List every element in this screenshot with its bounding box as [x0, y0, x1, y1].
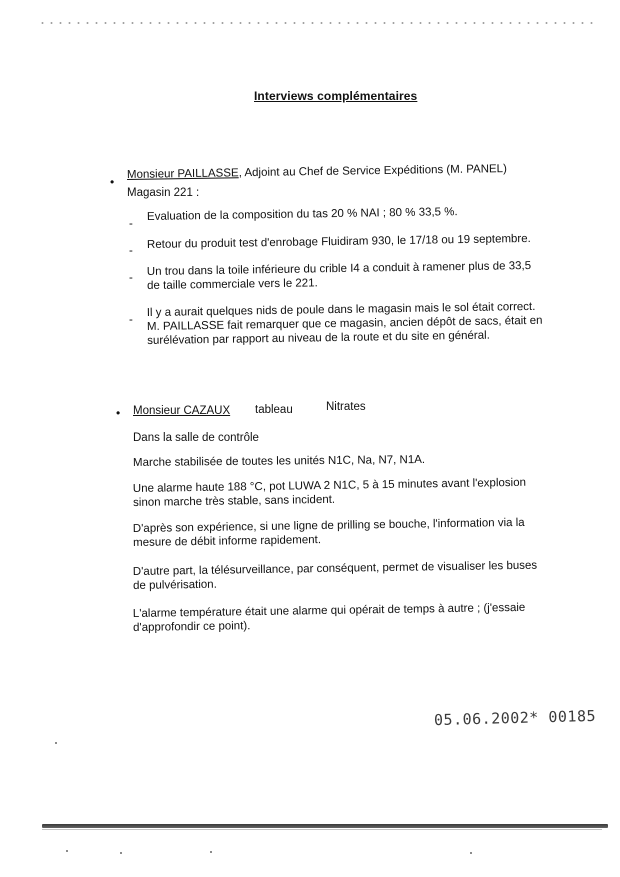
- scan-speck: [210, 851, 212, 853]
- paillasse-name: Monsieur PAILLASSE: [126, 167, 239, 181]
- cazaux-paragraph-5-line-1: D'autre part, la télésurveillance, par conséquent, permet de visualiser les buses: [132, 559, 538, 579]
- dash-item-2: -: [129, 245, 133, 257]
- cazaux-tableau: tableau: [255, 404, 293, 416]
- cazaux-nitrates: Nitrates: [326, 401, 366, 413]
- bullet-cazaux: •: [116, 406, 121, 420]
- paillasse-item-3: [147, 259, 532, 293]
- cazaux-paragraph-5-line-2: de pulvérisation.: [133, 578, 217, 592]
- dash-item-3: -: [129, 272, 133, 284]
- cazaux-paragraph-5: [133, 559, 538, 593]
- paillasse-item-1-line-1: Evaluation de la composition du tas 20 % NAI ; 80 % 33,5 %.: [146, 206, 458, 223]
- scan-edge-bar: [42, 824, 608, 828]
- bullet-paillasse: •: [110, 175, 115, 189]
- cazaux-paragraph-6-line-1: L'alarme température était une alarme qui opérait de temps à autre ; (j'essaie: [132, 601, 526, 621]
- dash-item-4: -: [129, 314, 133, 326]
- cazaux-paragraph-3-line-2: sinon marche très stable, sans incident.: [133, 493, 336, 509]
- cazaux-paragraph-4-line-1: D'après son expérience, si une ligne de prilling se bouche, l'information via la: [132, 516, 525, 536]
- paillasse-item-4-line-3: surélévation par rapport au niveau de la route et du site en général.: [147, 329, 490, 347]
- paillasse-item-2-line-1: Retour du produit test d'enrobage Fluidiram 930, le 17/18 ou 19 septembre.: [146, 232, 531, 251]
- paillasse-item-4: [147, 300, 543, 348]
- paillasse-location: Magasin 221 :: [127, 187, 200, 199]
- paillasse-item-3-line-1: Un trou dans la toile inférieure du crible I4 a conduit à ramener plus de 33,5: [146, 259, 532, 279]
- cazaux-paragraph-4: [133, 516, 525, 550]
- scan-speck: [66, 850, 68, 852]
- cazaux-paragraph-3-line-1: Une alarme haute 188 °C, pot LUWA 2 N1C, 5 à 15 minutes avant l'explosion: [132, 476, 527, 496]
- paillasse-heading: [127, 162, 507, 182]
- paillasse-item-2: [147, 232, 531, 252]
- paillasse-role: , Adjoint au Chef de Service Expéditions (M. PANEL): [238, 163, 507, 180]
- cazaux-paragraph-1-line-1: Dans la salle de contrôle: [133, 432, 259, 444]
- cazaux-paragraph-4-line-2: mesure de débit informe rapidement.: [133, 534, 322, 549]
- cazaux-paragraph-6: [133, 601, 526, 635]
- cazaux-paragraph-6-line-2: d'approfondir ce point).: [133, 620, 251, 634]
- scan-edge-line: [42, 829, 602, 830]
- paillasse-item-4-line-1: Il y a aurait quelques nids de poule dans le magasin mais le sol était correct.: [146, 300, 536, 320]
- paillasse-item-4-line-2: M. PAILLASSE fait remarquer que ce magasin, ancien dépôt de sacs, était en: [146, 314, 543, 333]
- dash-item-1: -: [129, 218, 133, 230]
- paillasse-item-3-line-2: de taille commerciale vers le 221.: [147, 277, 318, 292]
- scan-noise-top: [38, 20, 598, 26]
- paillasse-item-1: [147, 205, 458, 224]
- cazaux-name: Monsieur CAZAUX: [133, 405, 231, 417]
- cazaux-paragraph-2: [133, 453, 425, 470]
- cazaux-paragraph-1: [133, 431, 259, 445]
- date-stamp: 05.06.2002* 00185: [433, 706, 597, 730]
- scan-speck: [470, 852, 472, 854]
- document-title: Interviews complémentaires: [254, 89, 418, 103]
- scan-speck: [55, 742, 57, 744]
- cazaux-paragraph-2-line-1: Marche stabilisée de toutes les unités N1C, Na, N7, N1A.: [132, 453, 426, 469]
- scan-speck: [120, 852, 122, 854]
- cazaux-paragraph-3: [133, 476, 527, 510]
